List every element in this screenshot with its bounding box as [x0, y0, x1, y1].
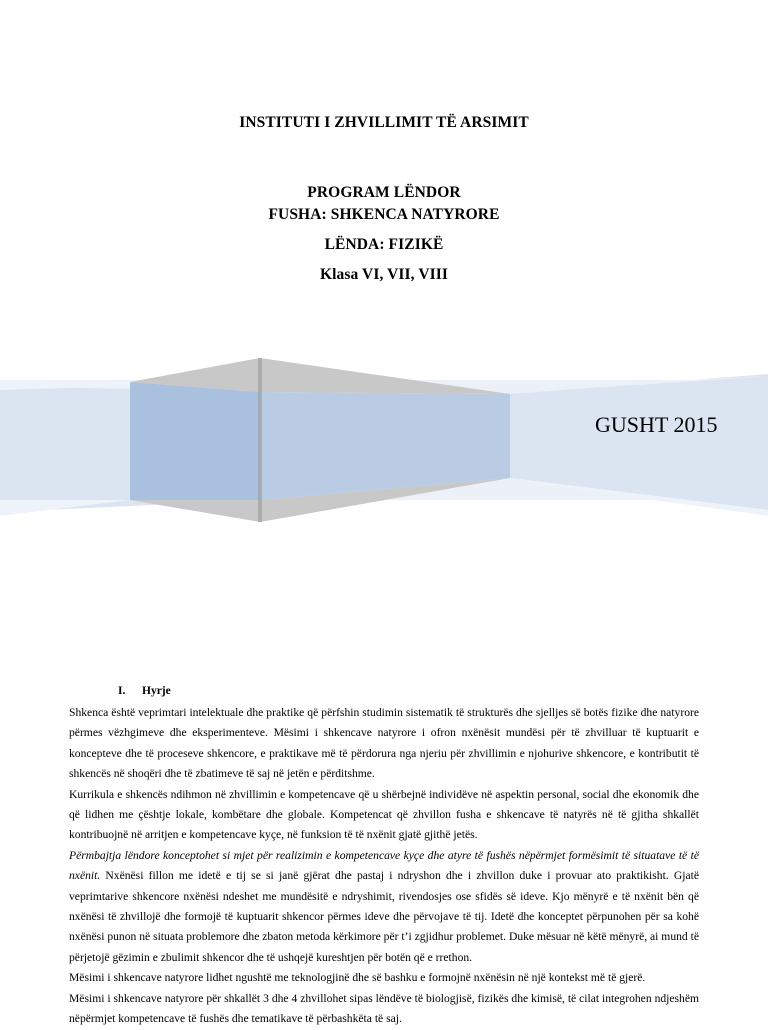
- decorative-banner: [0, 350, 768, 530]
- body-text: [69, 703, 699, 1030]
- section-number: I.: [118, 685, 126, 697]
- institute-title: INSTITUTI I ZHVILLIMIT TË ARSIMIT: [239, 114, 529, 131]
- paragraph-1: Shkenca është veprimtari intelektuale dhe praktike që përfshin studimin sistematik të strukturës dhe sjelljes së botës fizike dhe natyrore përmes vëzhgimeve dhe eksperimenteve. Mësimi i shkencave natyrore i ofron nxënësit mundësi për të zhvilluar të kuptuarit e koncepteve dhe të proceseve shkencore, e praktikave më të përdorura nga njeriu për zhvillimin e njohurive shkencore, e kontributit të shkencës në shoqëri dhe të zbatimeve të saj në jetën e përditshme.: [69, 706, 699, 781]
- paragraph-3-rest: Nxënësi fillon me idetë e tij se si janë gjërat dhe pastaj i ndryshon dhe i zhvillon duke i provuar ato praktikisht. Gjatë veprimtarive shkencore nxënësi ndeshet me mundësitë e ndryshimit, rivendosjes ose sfidës së ideve. Kjo mënyrë e të nxënit bën që nxënësi të zhvillojë dhe formojë të kuptuarit shkencor përmes ideve dhe përvojave të tij. Idetë dhe konceptet përpunohen për sa kohë nxënësi punon në situata problemore dhe zbaton metoda kërkimore për t’i zgjidhur problemet. Duke mësuar në këtë mënyrë, ai mund të përjetojë gëzimin e zbulimit shkencor dhe të ushqejë kureshtjen për botën që e rrethon.: [69, 869, 699, 964]
- section-title: Hyrje: [142, 685, 171, 697]
- program-title: PROGRAM LËNDOR: [307, 184, 461, 201]
- paragraph-3: [69, 846, 699, 968]
- field-title: FUSHA: SHKENCA NATYRORE: [268, 206, 500, 223]
- banner-middle-edge: [258, 358, 262, 522]
- grades-title: Klasa VI, VII, VIII: [319, 266, 449, 283]
- banner-left-stripe-bottom: [0, 500, 130, 516]
- subject-title: LËNDA: FIZIKË: [324, 236, 444, 253]
- paragraph-5: Mësimi i shkencave natyrore për shkallët 3 dhe 4 zhvillohet sipas lëndëve të biologjisë, fizikës dhe kimisë, të cilat integrohen ndjeshëm nëpërmjet kompetencave të fushës dhe tematikave të përbashkëta të saj.: [69, 991, 699, 1026]
- paragraph-4: Mësimi i shkencave natyrore lidhet ngushtë me teknologjinë dhe së bashku e formojnë nxënësin në një kontekst më të gjerë.: [69, 971, 646, 985]
- publication-date: GUSHT 2015: [595, 412, 718, 437]
- banner-center-body: [130, 382, 260, 500]
- paragraph-2: Kurrikula e shkencës ndihmon në zhvillimin e kompetencave që u shërbejnë individëve në aspektin personal, social dhe ekonomik dhe që lidhen me çështje lokale, kombëtare dhe globale. Kompetencat që zhvillon fusha e shkencave të natyrës në të gjitha shkallët kontribuojnë në arritjen e kompetencave kyçe, në funksion të të nxënit gjatë gjithë jetës.: [69, 787, 699, 842]
- section-heading: [118, 685, 171, 697]
- paragraph-3-italic: Përmbajtja lëndore konceptohet si mjet për realizimin e kompetencave kyçe dhe atyre të fushës nëpërmjet formësimit të situatave të të nxënit.: [69, 848, 699, 883]
